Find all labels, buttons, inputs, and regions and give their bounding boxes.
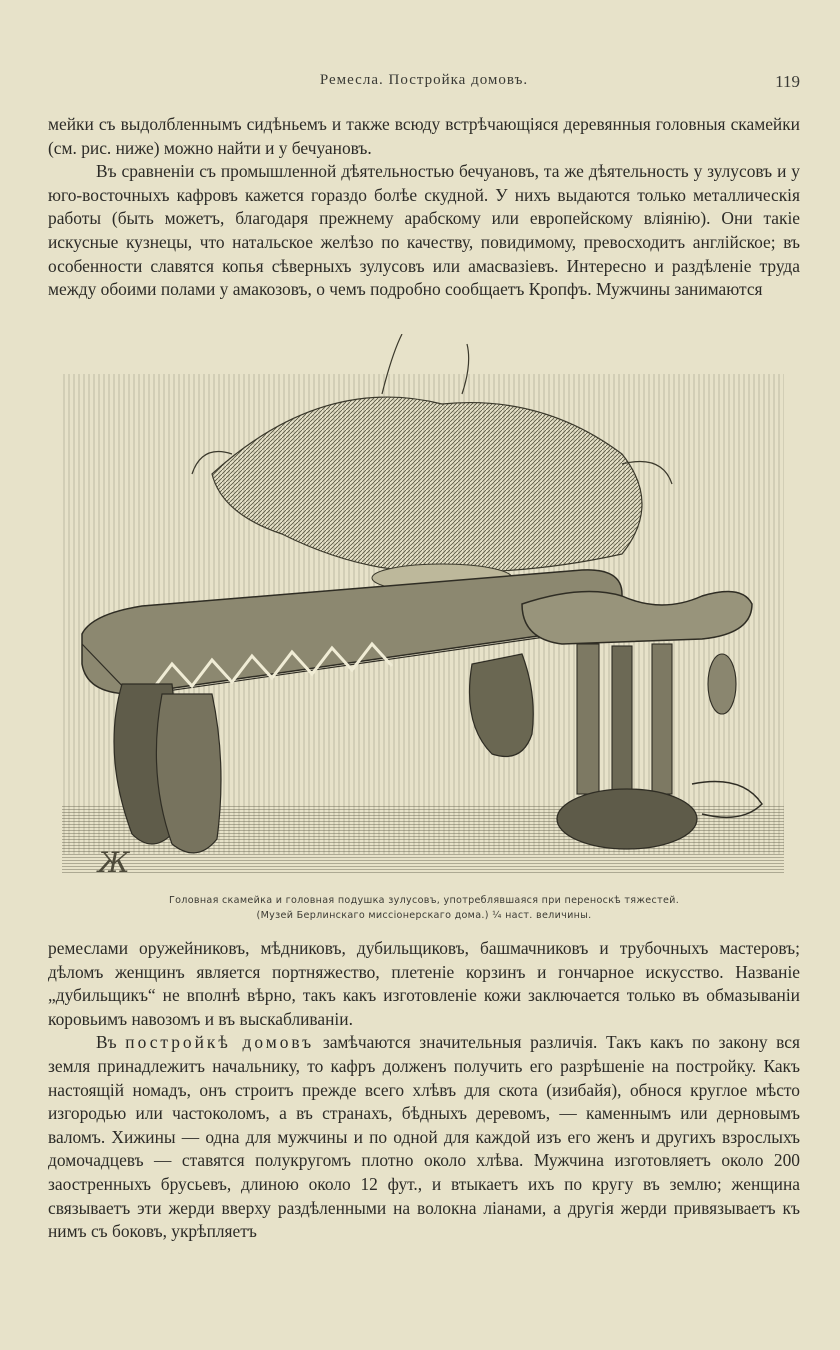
- figure-caption: [48, 893, 800, 923]
- page-number: 119: [775, 72, 800, 91]
- running-head: Ремесла. Постройка домовъ.: [319, 72, 529, 88]
- housing-body: замѣчаются значительныя различія. Такъ какъ по закону вся земля принадлежитъ начальнику, то кафръ долженъ получить его разрѣшеніе на постройку. Какъ настоящій номадъ, онъ строитъ прежде всего хлѣвъ для скота (изибайя), обнося круглое мѣсто изгородью или частоколомъ, а въ странахъ, бѣдныхъ деревомъ, — каменнымъ или дерновымъ валомъ. Хижины — одна для мужчины и по одной для каждой изъ его женъ и другихъ взрослыхъ домочадцевъ — ставятся полукругомъ плотно около хлѣва. Мужчина изготовляетъ около 200 заостренныхъ брусьевъ, длиною около 12 фут., и втыкаетъ ихъ по кругу въ землю; женщина связываетъ эти жерди вверху раздѣленными на волокна ліанами, а другія жерди привязываетъ къ нимъ съ боковъ, укрѣпляетъ: [48, 1032, 800, 1242]
- caption-line-1: Головная скамейка и головная подушка зулусовъ, употреблявшаяся при переноскѣ тяжестей.: [168, 895, 680, 906]
- page-header: [48, 72, 800, 98]
- housing-lead: Въ: [96, 1032, 117, 1053]
- housing-emphasis: постройкѣ домовъ: [125, 1032, 315, 1053]
- engraver-signature: Ж: [98, 846, 130, 879]
- paragraph-housing: [48, 1031, 800, 1243]
- paragraph-crafts: ремеслами оружейниковъ, мѣдниковъ, дубильщиковъ, башмачниковъ и трубочныхъ мастеровъ; дѣломъ женщинъ является портняжество, плетеніе корзинъ и гончарное искусство. Названіе „дубильщикъ“ не вполнѣ вѣрно, такъ какъ изготовленіе кожи заключается только въ обмазываніи коровьимъ навозомъ и въ выскабливаніи.: [48, 938, 800, 1029]
- headrest-engraving: [62, 334, 784, 886]
- paragraph-industry: Въ сравненіи съ промышленной дѣятельностью бечуановъ, та же дѣятельность у зулусовъ и у юго-восточныхъ кафровъ кажется гораздо болѣе скудной. У нихъ выдаются только металлическія работы (быть можетъ, благодаря прежнему арабскому или европейскому вліянію). Они такіе искусные кузнецы, что натальское желѣзо по качеству, повидимому, превосходитъ англійское; въ особенности славятся копья сѣверныхъ зулусовъ или амасвазіевъ. Интересно и раздѣленіе труда между обоими полами у амакозовъ, о чемъ подробно сообщаетъ Кропфъ. Мужчины занимаются: [48, 161, 800, 300]
- text-block-bottom: [48, 937, 800, 1244]
- engraving-figure: [62, 334, 784, 886]
- text-block-top: [48, 113, 800, 302]
- paragraph-continuation: мейки съ выдолбленнымъ сидѣньемъ и также всюду встрѣчающіяся деревянныя головныя скамейки (см. рис. ниже) можно найти и у бечуановъ.: [48, 114, 800, 158]
- caption-line-2: (Музей Берлинскаго миссіонерскаго дома.) ¼ наст. величины.: [256, 910, 592, 921]
